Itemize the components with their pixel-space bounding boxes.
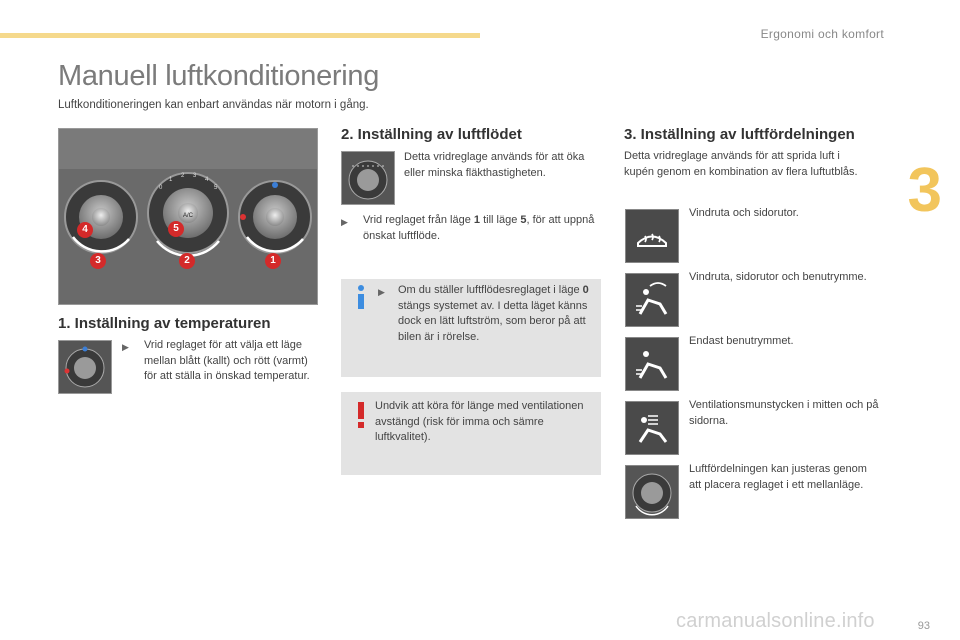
- distribution-item-text: Vindruta och sidorutor.: [689, 207, 799, 219]
- distribution-item-text: Vindruta, sidorutor och benutrymme.: [689, 271, 867, 283]
- temperature-dial-icon: [59, 341, 111, 393]
- footwell-icon: [625, 337, 679, 391]
- warning-exclamation-icon: [351, 400, 371, 430]
- info-text: Om du ställer luftflödesreglaget i läge 0 stängs systemet av. I detta läget känns dock en lätt luftström, som beror på att bilen är i rörelse.: [398, 284, 589, 343]
- bullet-icon: ▶: [341, 217, 348, 227]
- marker-3: 3: [90, 253, 106, 269]
- control-panel-photo: [58, 128, 318, 305]
- control-panel-illustration: [59, 129, 317, 304]
- info-box: [341, 279, 601, 377]
- page-number: 93: [917, 620, 930, 632]
- dial-number-3: 3: [193, 173, 197, 179]
- warning-text: Undvik att köra för länge med ventilationen avstängd (risk för imma och sämre luftkvalitet).: [375, 400, 584, 443]
- section-label: Ergonomi och komfort: [760, 27, 884, 41]
- bullet-icon: ▶: [122, 342, 129, 352]
- face-vents-icon: [625, 401, 679, 455]
- distribution-item-text: Endast benutrymmet.: [689, 335, 794, 347]
- windshield-and-footwell-icon: [625, 273, 679, 327]
- info-icon: [351, 283, 371, 311]
- section3-description: Detta vridreglage används för att sprida luft i kupén genom en kombination av flera luftutblås.: [624, 150, 858, 178]
- windshield-defrost-icon: [625, 209, 679, 263]
- marker-5: 5: [168, 221, 184, 237]
- watermark: carmanualsonline.info: [676, 610, 875, 632]
- section1-bullet-text: Vrid reglaget för att välja ett läge mellan blått (kallt) och rött (varmt) för att ställa in önskad temperatur.: [144, 339, 310, 382]
- warning-box: [341, 392, 601, 475]
- marker-4: 4: [77, 222, 93, 238]
- section2-description: Detta vridreglage används för att öka eller minska fläkthastigheten.: [404, 151, 585, 179]
- dial-number-1: 1: [169, 177, 173, 183]
- section2-bullet-text: Vrid reglaget från läge 1 till läge 5, för att uppnå önskat luftflöde.: [363, 214, 595, 242]
- marker-1: 1: [265, 253, 281, 269]
- ac-label: A/C: [183, 213, 194, 219]
- section1-heading: 1. Inställning av temperaturen: [58, 315, 271, 332]
- temperature-dial-thumbnail: [58, 340, 112, 394]
- intro-text: Luftkonditioneringen kan enbart användas när motorn i gång.: [58, 99, 369, 111]
- page-title: Manuell luftkonditionering: [58, 60, 380, 92]
- distribution-item-text: Ventilationsmunstycken i mitten och på sidorna.: [689, 399, 879, 427]
- bullet-icon: ▶: [378, 287, 385, 297]
- chapter-number: 3: [907, 156, 942, 225]
- dial-number-5: 5: [214, 185, 218, 191]
- airflow-dial-icon: [342, 152, 394, 204]
- marker-2: 2: [179, 253, 195, 269]
- distribution-dial-icon: [625, 465, 679, 519]
- section3-heading: 3. Inställning av luftfördelningen: [624, 126, 855, 143]
- dial-number-0: 0: [159, 185, 163, 191]
- airflow-dial-thumbnail: [341, 151, 395, 205]
- dial-number-4: 4: [205, 177, 209, 183]
- dial-number-2: 2: [181, 173, 185, 179]
- distribution-item-text: Luftfördelningen kan justeras genom att placera reglaget i ett mellanläge.: [689, 463, 867, 491]
- section2-heading: 2. Inställning av luftflödet: [341, 126, 522, 143]
- header-accent-bar: [0, 33, 480, 38]
